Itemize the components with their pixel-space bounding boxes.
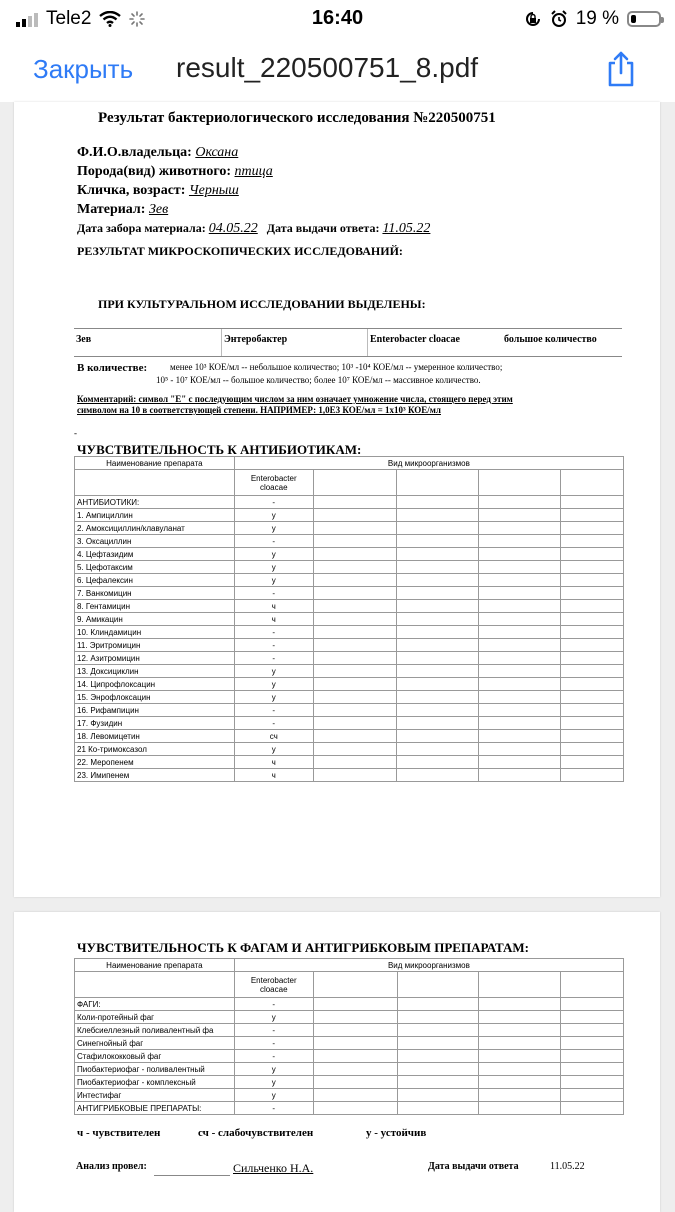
phage-organism-header: Enterobacter cloacae bbox=[234, 972, 313, 998]
organism-header: Enterobacter cloacae bbox=[234, 470, 313, 496]
material-value: Зев bbox=[148, 202, 169, 217]
antibiotic-value: у bbox=[234, 743, 313, 756]
antibiotic-value: у bbox=[234, 691, 313, 704]
antibiotic-name: 10. Клиндамицин bbox=[75, 626, 235, 639]
antibiotic-value: у bbox=[234, 665, 313, 678]
phage-table bbox=[74, 958, 624, 1115]
phage-row bbox=[75, 998, 624, 1011]
qty-line-1: менее 10³ КОЕ/мл -- небольшое количество; 10³ -10⁴ КОЕ/мл -- умеренное количество; bbox=[170, 362, 503, 372]
antibiotic-row bbox=[75, 756, 624, 769]
col-drug-header: Наименование препарата bbox=[75, 457, 235, 470]
owner-line bbox=[77, 145, 238, 161]
legend-sensitive: ч - чувствителен bbox=[77, 1127, 161, 1139]
status-right bbox=[524, 8, 661, 30]
owner-value: Оксана bbox=[195, 145, 239, 160]
dates-line bbox=[77, 221, 430, 237]
analyst-name: Сильченко Н.А. bbox=[233, 1161, 314, 1175]
culture-heading: ПРИ КУЛЬТУРАЛЬНОМ ИССЛЕДОВАНИИ ВЫДЕЛЕНЫ: bbox=[98, 297, 426, 311]
antibiotic-row bbox=[75, 639, 624, 652]
antibiotic-row bbox=[75, 691, 624, 704]
phage-body bbox=[75, 998, 624, 1115]
antibiotic-row bbox=[75, 561, 624, 574]
antibiotic-value: у bbox=[234, 561, 313, 574]
phage-row bbox=[75, 1037, 624, 1050]
antibiotic-value: у bbox=[234, 574, 313, 587]
date-taken-value: 04.05.22 bbox=[208, 221, 258, 236]
antibiotic-row bbox=[75, 743, 624, 756]
antibiotic-name: 13. Доксициклин bbox=[75, 665, 235, 678]
date-taken-label: Дата забора материала: bbox=[77, 221, 206, 235]
qty-label: В количестве: bbox=[77, 362, 148, 374]
antibiotic-name: 9. Амикацин bbox=[75, 613, 235, 626]
antibiotic-value: сч bbox=[234, 730, 313, 743]
material-line bbox=[77, 202, 168, 218]
phage-value: - bbox=[234, 998, 313, 1011]
date-issued-label: Дата выдачи ответа: bbox=[266, 221, 380, 235]
culture-quantity: большое количество bbox=[504, 334, 597, 345]
phage-value: - bbox=[234, 1037, 313, 1050]
antibiotic-name: 21 Ко-тримоксазол bbox=[75, 743, 235, 756]
antibiotic-row bbox=[75, 496, 624, 509]
antibiotic-value: - bbox=[234, 587, 313, 600]
nick-label: Кличка, возраст: bbox=[77, 183, 186, 198]
nick-value: Черныш bbox=[188, 183, 239, 198]
antibiotic-name: 17. Фузидин bbox=[75, 717, 235, 730]
antibiotic-name: 6. Цефалексин bbox=[75, 574, 235, 587]
antibiotic-name: 5. Цефотаксим bbox=[75, 561, 235, 574]
phage-name: Пиобактериофаг - комплексный bbox=[75, 1076, 235, 1089]
antibiotic-row bbox=[75, 548, 624, 561]
antibiotic-value: - bbox=[234, 639, 313, 652]
antibiotic-row bbox=[75, 678, 624, 691]
antibiotic-value: у bbox=[234, 522, 313, 535]
phage-name: Пиобактериофаг - поливалентный bbox=[75, 1063, 235, 1076]
antibiotic-name: 7. Ванкомицин bbox=[75, 587, 235, 600]
phage-row bbox=[75, 1024, 624, 1037]
status-bar bbox=[0, 0, 675, 40]
battery-percent: 19 % bbox=[575, 8, 619, 29]
phage-value: у bbox=[234, 1011, 313, 1024]
antibiotic-row bbox=[75, 574, 624, 587]
antibiotic-name: 3. Оксациллин bbox=[75, 535, 235, 548]
antibiotic-row bbox=[75, 587, 624, 600]
phage-name: ФАГИ: bbox=[75, 998, 235, 1011]
antibiotics-heading: ЧУВСТВИТЕЛЬНОСТЬ К АНТИБИОТИКАМ: bbox=[77, 442, 362, 457]
phage-value: у bbox=[234, 1089, 313, 1102]
culture-genus: Энтеробактер bbox=[224, 334, 288, 345]
breed-label: Порода(вид) животного: bbox=[77, 164, 231, 179]
culture-species: Enterobacter cloacae bbox=[370, 334, 460, 345]
status-time: 16:40 bbox=[311, 7, 364, 29]
phage-name: Интестифаг bbox=[75, 1089, 235, 1102]
phage-name: АНТИГРИБКОВЫЕ ПРЕПАРАТЫ: bbox=[75, 1102, 235, 1115]
antibiotic-name: 12. Азитромицин bbox=[75, 652, 235, 665]
antibiotic-name: АНТИБИОТИКИ: bbox=[75, 496, 235, 509]
antibiotic-row bbox=[75, 600, 624, 613]
battery-icon bbox=[627, 11, 661, 27]
phage-row bbox=[75, 1011, 624, 1024]
comment-line-1: Комментарий: символ "Е" с последующим числом за ним означает умножение числа, стоящего перед этим bbox=[77, 394, 513, 404]
antibiotics-body bbox=[75, 496, 624, 782]
antibiotic-row bbox=[75, 652, 624, 665]
micro-heading: РЕЗУЛЬТАТ МИКРОСКОПИЧЕСКИХ ИССЛЕДОВАНИЙ: bbox=[77, 244, 403, 258]
phage-name: Стафилококковый фаг bbox=[75, 1050, 235, 1063]
analysis-label: Анализ провел: bbox=[76, 1161, 147, 1172]
date-issued-value: 11.05.22 bbox=[382, 221, 431, 236]
antibiotic-row bbox=[75, 717, 624, 730]
col-organisms-header: Вид микроорганизмов bbox=[234, 457, 623, 470]
phage-row bbox=[75, 1089, 624, 1102]
phage-col-organisms-header: Вид микроорганизмов bbox=[234, 959, 623, 972]
antibiotic-name: 16. Рифампицин bbox=[75, 704, 235, 717]
phage-name: Синегнойный фаг bbox=[75, 1037, 235, 1050]
antibiotic-row bbox=[75, 626, 624, 639]
phage-name: Клебсиеллезный поливалентный фа bbox=[75, 1024, 235, 1037]
culture-material: Зев bbox=[76, 334, 92, 345]
phage-row bbox=[75, 1050, 624, 1063]
antibiotic-name: 8. Гентамицин bbox=[75, 600, 235, 613]
carrier-label: Tele2 bbox=[46, 8, 92, 29]
document-title: result_220500751_8.pdf bbox=[176, 52, 479, 83]
antibiotic-row bbox=[75, 509, 624, 522]
orientation-lock-icon bbox=[524, 10, 542, 28]
antibiotic-value: - bbox=[234, 717, 313, 730]
phage-value: у bbox=[234, 1076, 313, 1089]
antibiotic-row bbox=[75, 522, 624, 535]
legend-resistant: у - устойчив bbox=[366, 1127, 427, 1139]
antibiotic-value: у bbox=[234, 678, 313, 691]
antibiotic-name: 4. Цефтазидим bbox=[75, 548, 235, 561]
antibiotic-value: - bbox=[234, 535, 313, 548]
phage-col-drug-header: Наименование препарата bbox=[75, 959, 235, 972]
breed-line bbox=[77, 164, 273, 180]
antibiotic-name: 14. Ципрофлоксацин bbox=[75, 678, 235, 691]
close-button[interactable]: Закрыть bbox=[33, 54, 134, 84]
antibiotic-value: ч bbox=[234, 613, 313, 626]
antibiotic-row bbox=[75, 613, 624, 626]
antibiotic-value: ч bbox=[234, 756, 313, 769]
share-icon[interactable] bbox=[604, 50, 638, 88]
nick-line bbox=[77, 183, 239, 199]
antibiotic-value: - bbox=[234, 626, 313, 639]
antibiotic-name: 2. Амоксициллин/клавуланат bbox=[75, 522, 235, 535]
antibiotic-value: - bbox=[234, 496, 313, 509]
comment-line-2: символом на 10 в соответствующей степени. НАПРИМЕР: 1,0Е3 КОЕ/мл = 1х10³ КОЕ/мл bbox=[77, 405, 441, 415]
phage-value: - bbox=[234, 1102, 313, 1115]
phage-row bbox=[75, 1063, 624, 1076]
phage-row bbox=[75, 1076, 624, 1089]
culture-row bbox=[74, 328, 622, 357]
antibiotic-name: 22. Меропенем bbox=[75, 756, 235, 769]
alarm-icon bbox=[550, 10, 568, 28]
issue-date-label: Дата выдачи ответа bbox=[428, 1161, 519, 1172]
dash-mark: - bbox=[74, 428, 77, 438]
antibiotic-value: у bbox=[234, 509, 313, 522]
phage-value: - bbox=[234, 1024, 313, 1037]
breed-value: птица bbox=[234, 164, 273, 179]
antibiotic-name: 23. Имипенем bbox=[75, 769, 235, 782]
antibiotic-name: 1. Ампициллин bbox=[75, 509, 235, 522]
antibiotic-row bbox=[75, 730, 624, 743]
antibiotic-name: 18. Левомицетин bbox=[75, 730, 235, 743]
qty-line-2: 10⁵ - 10⁷ КОЕ/мл -- большое количество; более 10⁷ КОЕ/мл -- массивное количество. bbox=[156, 375, 481, 385]
antibiotic-row bbox=[75, 665, 624, 678]
phage-value: - bbox=[234, 1050, 313, 1063]
antibiotics-table bbox=[74, 456, 624, 782]
antibiotic-value: - bbox=[234, 652, 313, 665]
antibiotic-name: 11. Эритромицин bbox=[75, 639, 235, 652]
signature-line bbox=[154, 1175, 230, 1176]
antibiotic-value: у bbox=[234, 548, 313, 561]
issue-date-value: 11.05.22 bbox=[550, 1161, 585, 1172]
material-label: Материал: bbox=[77, 202, 146, 217]
phage-value: у bbox=[234, 1063, 313, 1076]
phage-heading: ЧУВСТВИТЕЛЬНОСТЬ К ФАГАМ И АНТИГРИБКОВЫМ ПРЕПАРАТАМ: bbox=[77, 940, 529, 955]
owner-label: Ф.И.О.владельца: bbox=[77, 145, 192, 160]
pdf-page-1[interactable] bbox=[14, 102, 660, 897]
antibiotic-value: ч bbox=[234, 600, 313, 613]
phage-name: Коли-протейный фаг bbox=[75, 1011, 235, 1024]
antibiotic-value: ч bbox=[234, 769, 313, 782]
antibiotic-name: 15. Энрофлоксацин bbox=[75, 691, 235, 704]
pdf-page-2[interactable] bbox=[14, 912, 660, 1212]
phage-row bbox=[75, 1102, 624, 1115]
antibiotic-row bbox=[75, 704, 624, 717]
antibiotic-value: - bbox=[234, 704, 313, 717]
antibiotic-row bbox=[75, 769, 624, 782]
report-title: Результат бактериологического исследования №220500751 bbox=[98, 110, 496, 126]
antibiotic-row bbox=[75, 535, 624, 548]
nav-bar bbox=[0, 40, 675, 102]
legend-moderate: сч - слабочувствителен bbox=[198, 1127, 314, 1139]
